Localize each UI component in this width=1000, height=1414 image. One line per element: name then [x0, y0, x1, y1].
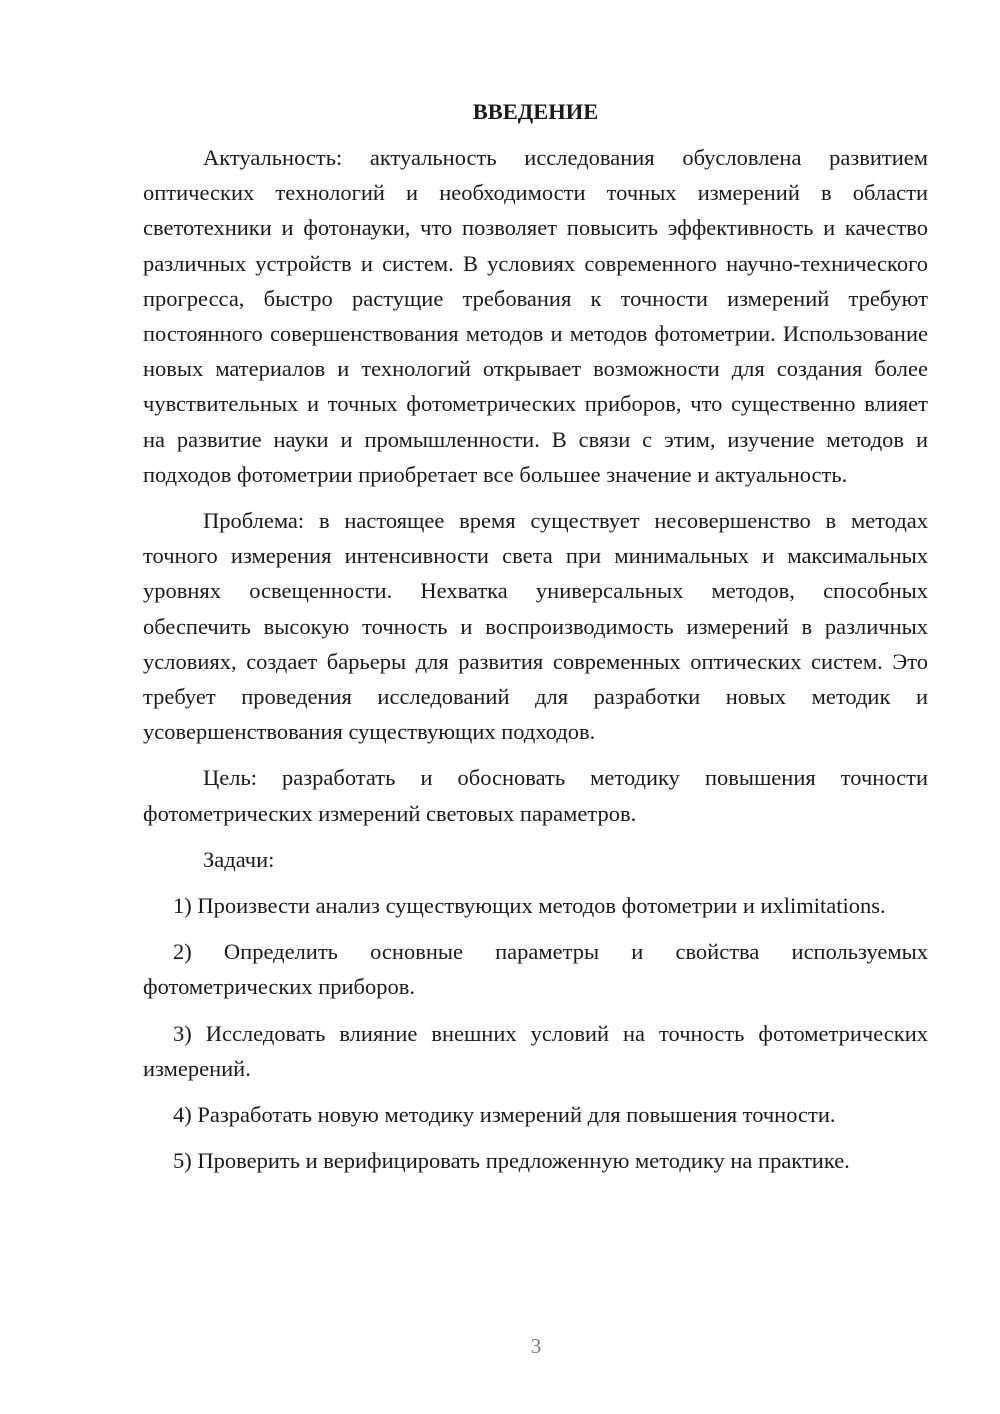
task-item-5: 5) Проверить и верифицировать предложенную методику на практике. [173, 1148, 850, 1174]
page-number: 3 [530, 1334, 542, 1358]
goal-paragraph: Цель: разработать и обосновать методику повышения точности фотометрических измерений световых параметров. [143, 765, 928, 826]
tasks-heading: Задачи: [203, 846, 275, 872]
task-item-3: 3) Исследовать влияние внешних условий на точность фотометрических измерений. [143, 1020, 928, 1081]
page-body [143, 96, 928, 1178]
section-title: ВВЕДЕНИЕ [472, 99, 599, 124]
relevance-paragraph: Актуальность: актуальность исследования обусловлена развитием оптических технологий и необходимости точных измерений в области светотехники и фотонауки, что позволяет повысить эффективность и качество различных устройств и систем. В условиях современного научно-технического прогресса, быстро растущие требования к точности измерений требуют постоянного совершенствования методов и методов фотометрии. Использование новых материалов и технологий открывает возможности для создания более чувствительных и точных фотометрических приборов, что существенно влияет на развитие науки и промышленности. В связи с этим, изучение методов и подходов фотометрии приобретает все большее значение и актуальность. [143, 145, 928, 487]
task-item-2: 2) Определить основные параметры и свойства используемых фотометрических приборов. [143, 939, 928, 1000]
problem-paragraph: Проблема: в настоящее время существует несовершенство в методах точного измерения интенсивности света при минимальных и максимальных уровнях освещенности. Нехватка универсальных методов, способных обеспечить высокую точность и воспроизводимость измерений в различных условиях, создает барьеры для развития современных оптических систем. Это требует проведения исследований для разработки новых методик и усовершенствования существующих подходов. [143, 508, 928, 745]
tasks-list [143, 888, 928, 1178]
task-item-1: 1) Произвести анализ существующих методов фотометрии и ихlimitations. [173, 893, 886, 919]
task-item-4: 4) Разработать новую методику измерений для повышения точности. [173, 1102, 836, 1128]
